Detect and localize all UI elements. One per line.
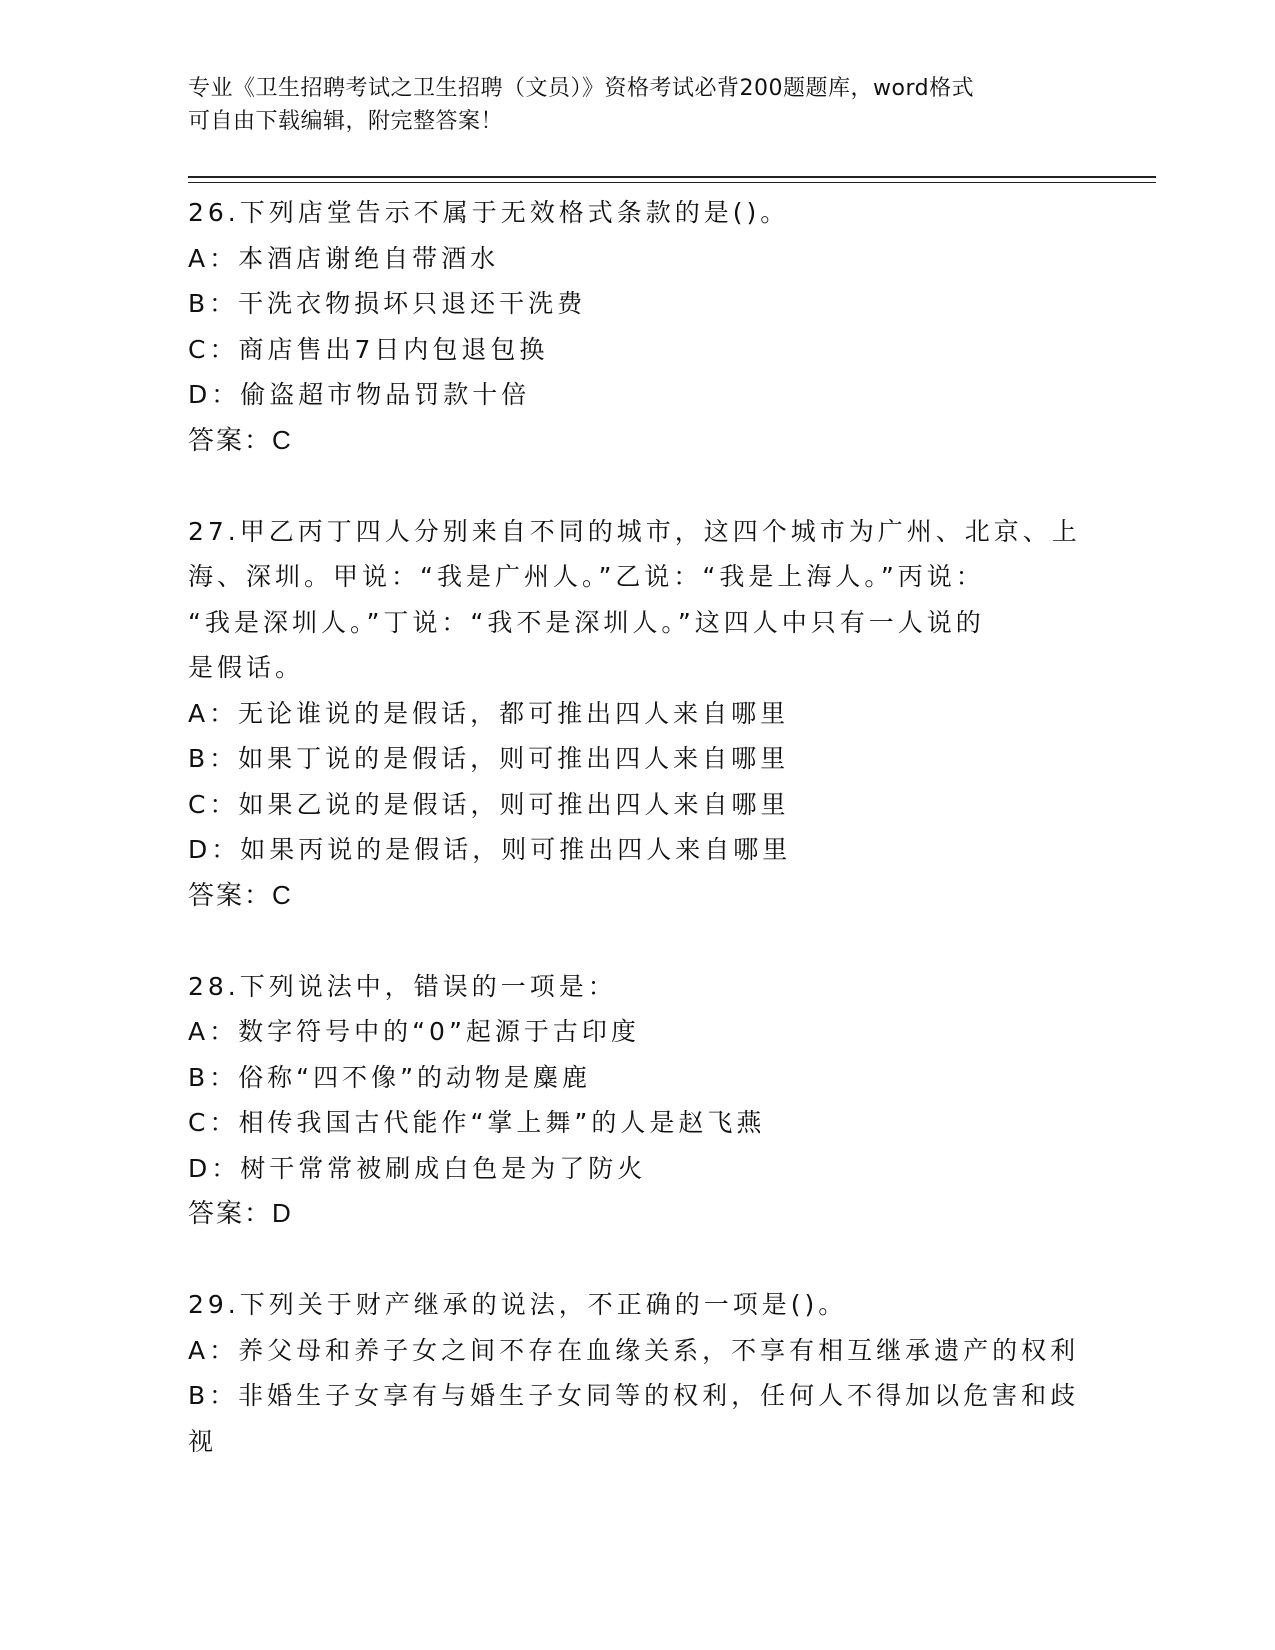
question-stem-line-2: 海、深圳。甲说：“我是广州人。”乙说：“我是上海人。”丙说： xyxy=(188,562,985,591)
option-a: A：无论谁说的是假话，都可推出四人来自哪里 xyxy=(188,698,790,728)
question-stem: 29.下列关于财产继承的说法，不正确的一项是()。 xyxy=(188,1290,848,1319)
answer-line: 答案：D xyxy=(188,1198,293,1228)
header-divider-thin xyxy=(188,182,1156,183)
question-29 xyxy=(188,1282,1088,1464)
option-b: B：俗称“四不像”的动物是麋鹿 xyxy=(188,1062,592,1092)
option-d: D：偷盗超市物品罚款十倍 xyxy=(188,380,531,409)
option-a: A：养父母和养子女之间不存在血缘关系，不享有相互继承遗产的权利 xyxy=(188,1335,1080,1365)
answer-line: 答案：C xyxy=(188,424,293,455)
header-line-1: 专业《卫生招聘考试之卫生招聘（文员）》资格考试必背200题题库，word格式 xyxy=(188,76,975,101)
document-header xyxy=(188,72,1068,138)
answer-line: 答案：C xyxy=(188,879,293,910)
option-c: C：商店售出7日内包退包换 xyxy=(188,334,549,364)
option-d: D：如果丙说的是假话，则可推出四人来自哪里 xyxy=(188,835,792,864)
option-d: D：树干常常被刷成白色是为了防火 xyxy=(188,1153,647,1183)
option-c: C：相传我国古代能作“掌上舞”的人是赵飞燕 xyxy=(188,1108,766,1137)
question-26 xyxy=(188,190,1088,463)
option-b-line-1: B：非婚生子女享有与婚生子女同等的权利，任何人不得加以危害和歧 xyxy=(188,1381,1080,1410)
header-divider-thick xyxy=(188,176,1156,178)
question-stem-line-4: 是假话。 xyxy=(188,653,305,682)
option-b: B：如果丁说的是假话，则可推出四人来自哪里 xyxy=(188,744,790,773)
option-c: C：如果乙说的是假话，则可推出四人来自哪里 xyxy=(188,789,790,819)
question-stem-line-1: 27.甲乙丙丁四人分别来自不同的城市，这四个城市为广州、北京、上 xyxy=(188,516,1081,546)
question-stem-line-3: “我是深圳人。”丁说：“我不是深圳人。”这四人中只有一人说的 xyxy=(188,607,985,637)
header-line-2: 可自由下载编辑，附完整答案！ xyxy=(188,109,504,134)
question-stem: 28.下列说法中，错误的一项是： xyxy=(188,971,617,1001)
option-a: A：本酒店谢绝自带酒水 xyxy=(188,243,500,273)
option-b-line-2: 视 xyxy=(188,1426,218,1456)
question-list xyxy=(188,190,1088,1464)
option-a: A：数字符号中的“0”起源于古印度 xyxy=(188,1017,640,1046)
question-27 xyxy=(188,509,1088,919)
question-stem: 26.下列店堂告示不属于无效格式条款的是()。 xyxy=(188,198,790,227)
option-b: B：干洗衣物损坏只退还干洗费 xyxy=(188,289,587,318)
question-28 xyxy=(188,964,1088,1237)
